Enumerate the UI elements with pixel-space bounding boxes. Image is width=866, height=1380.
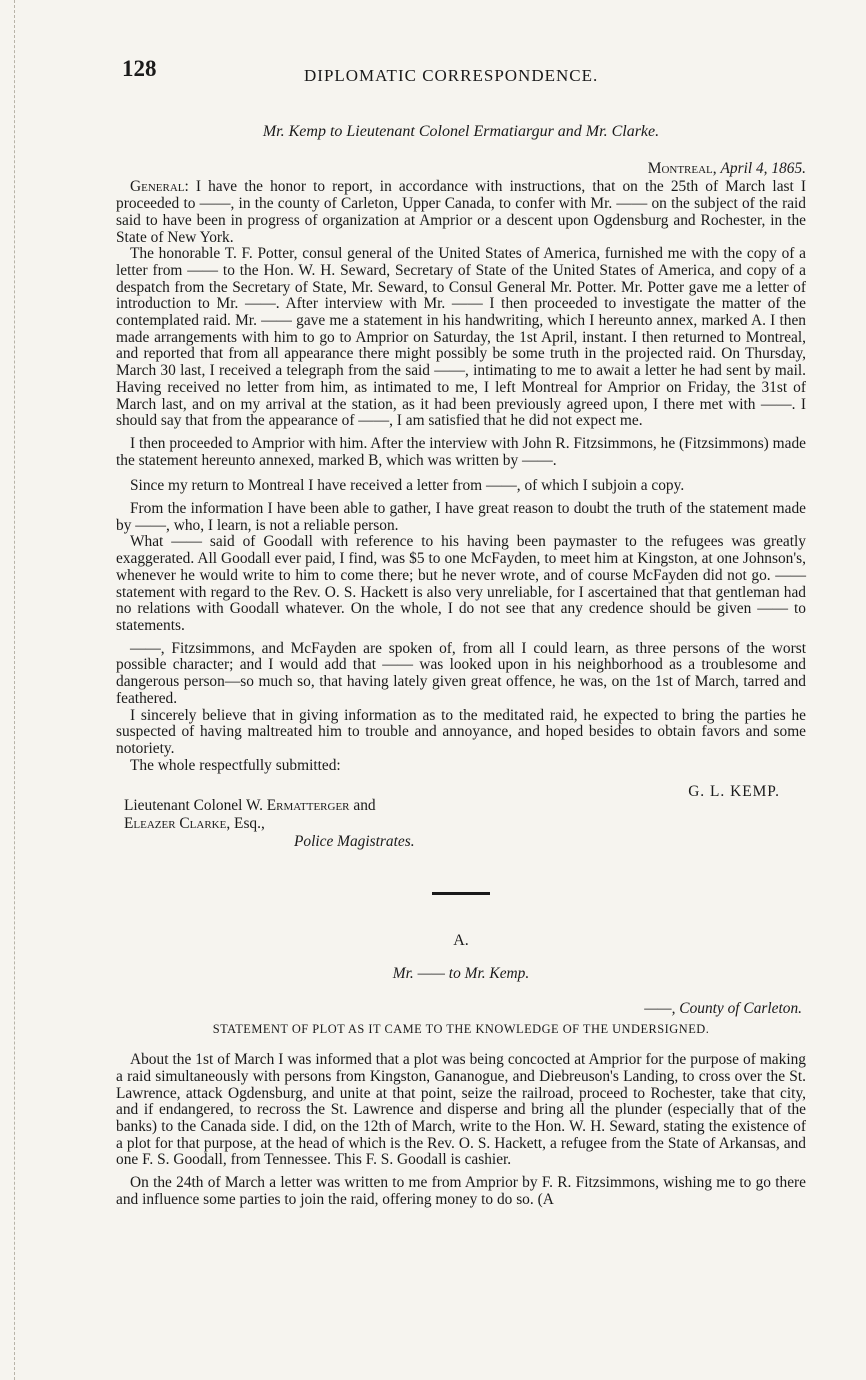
signature-block [116,784,806,862]
addressee-line-3: Police Magistrates. [294,833,415,851]
dateline-date: April 4, 1865. [720,159,806,177]
dateline-place: Montreal, [647,159,717,177]
annex-county: ——, County of Carleton. [644,999,802,1017]
letter-paragraph-3: I then proceeded to Amprior with him. After the interview with John R. Fitzsimmons, he (Fitzsimmons) made the statement hereunto annexed, marked B, which was written by ——. [116,434,806,469]
annex-title: Mr. —— to Mr. Kemp. [392,965,530,983]
addressee-conjunction: and [353,797,376,815]
letter-paragraph-4: Since my return to Montreal I have received a letter from ——, of which I subjoin a copy. [130,477,685,495]
addressee-suffix: , Esq., [226,815,265,833]
page-header [118,56,808,86]
annex-paragraph-1: About the 1st of March I was informed that a plot was being concocted at Amprior for the purpose of making a raid simultaneously with persons from Kingston, Gananogue, and Diebreuson's Landing, to cross over the St. Lawrence, attack Ogdensburg, and unite at that point, seize the railroad, proceed to Rochester, take that city, and if endangered, to recross the St. Lawrence and disperse and bring all the plunder (especially that of the banks) to the Canada side. I did, on the 12th of March, write to the Hon. W. H. Seward, stating the existence of a plot for that purpose, at the head of which is the Rev. O. S. Hackett, a refugee from the State of Arkansas, and one F. S. Goodall, from Tennessee. This F. S. Goodall is cashier. [116,1051,806,1169]
letter-title: Mr. Kemp to Lieutenant Colonel Ermatiargur and Mr. Clarke. [262,123,660,140]
section-divider [432,892,490,895]
addressee-line-1 [124,798,376,815]
addressee-rank: Lieutenant Colonel W. [124,797,263,815]
running-head: DIPLOMATIC CORRESPONDENCE. [304,66,599,85]
letter-paragraph-1 [116,179,806,246]
addressee-name-2: Eleazer Clarke [124,815,227,833]
signer-name: G. L. KEMP. [688,783,780,801]
statement-heading: STATEMENT OF PLOT AS IT CAME TO THE KNOWLEDGE OF THE UNDERSIGNED. [212,1022,710,1037]
letter-paragraph-6: What —— said of Goodall with reference to his having been paymaster to the refugees was greatly exaggerated. All Goodall ever paid, I find, was $5 to one McFayden, to meet him at Kingston, at one Johnson's, whenever he would write to him to come there; but he never wrote, and of course McFayden did not go. —— statement with regard to the Rev. O. S. Hackett is also very unreliable, for I ascertained that that gentleman had no relations with Goodall whatever. On the whole, I do not see that any credence should be given —— to statements. [116,533,806,634]
letter-paragraph-8: I sincerely believe that in giving information as to the meditated raid, he expected to bring the parties he suspected of having maltreated him to trouble and annoyance, and hoped besides to obtain favors and some notoriety. [116,706,806,757]
letter-paragraph-5: From the information I have been able to gather, I have great reason to doubt the truth of the statement made by ——, who, I learn, is not a reliable person. [116,500,806,534]
letter-paragraph-7: ——, Fitzsimmons, and McFayden are spoken of, from all I could learn, as three persons of the worst possible character; and I would add that —— was looked upon in his neighborhood as a troublesome and dangerous person—so much so, that having lately given great offence, he was, on the 1st of March, tarred and feathered. [116,639,806,707]
paragraph-text: I have the honor to report, in accordance with instructions, that on the 25th of March last I proceeded to ——, in the county of Carleton, Upper Canada, to confer with Mr. —— on the subject of the raid said to have been in progress of organization at Amprior or a descent upon Ogdensburg and Rochester, in the State of New York. [116,178,806,246]
annex-letter: A. [453,932,469,950]
binding-margin-line [14,0,16,1380]
addressee-name-1: Ermatterger [266,797,350,815]
page-number: 128 [122,56,157,81]
annex-paragraph-2: On the 24th of March a letter was written to me from Amprior by F. R. Fitzsimmons, wishing me to go there and influence some parties to join the raid, offering money to do so. (A [116,1174,806,1208]
letter-paragraph-2: The honorable T. F. Potter, consul general of the United States of America, furnished me with the copy of a letter from —— to the Hon. W. H. Seward, Secretary of State of the United States of America, and copy of a despatch from the Secretary of State, Mr. Seward, to Consul General Mr. Potter. Mr. Potter gave me a letter of introduction to Mr. ——. After interview with Mr. —— I then proceeded to investigate the matter of the contemplated raid. Mr. —— gave me a statement in his handwriting, which I hereunto annex, marked A. I then made arrangements with him to go to Amprior on Saturday, the 1st April, instant. I then returned to Montreal, and reported that from all appearance there might possibly be some truth in the projected raid. On Thursday, March 30 last, I received a telegraph from the said ——, intimating to me to await a letter he had sent by mail. Having received no letter from him, as intimated to me, I left Montreal for Amprior on Friday, the 31st of March last, and on my arrival at the station, as it had been previously agreed upon, I there met with ——. I should say that from the appearance of ——, I am satisfied that he did not expect me. [116,245,806,430]
page-content [116,120,806,1208]
salutation: General: [130,178,189,196]
letter-dateline [116,161,806,178]
addressee-line-2 [124,816,265,833]
letter-paragraph-9: The whole respectfully submitted: [130,756,341,774]
